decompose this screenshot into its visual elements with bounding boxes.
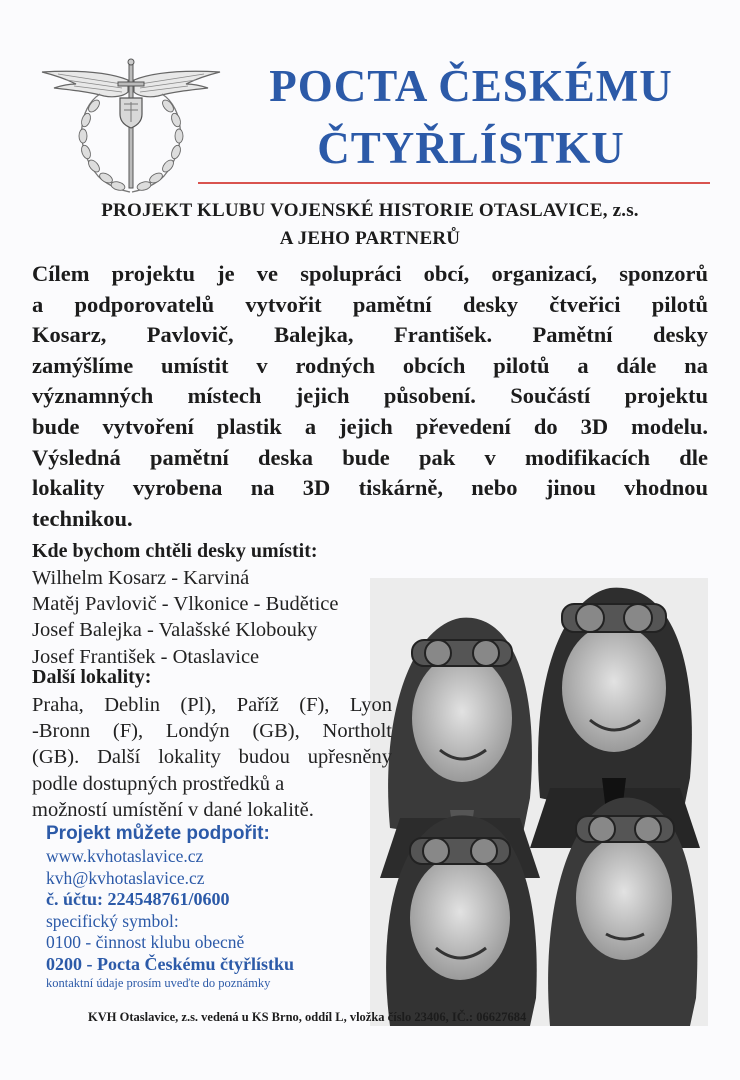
intro-line: zamýšlíme umístit v rodných obcích pilotů a dále na — [32, 352, 708, 378]
other-line: -Bronn (F), Londýn (GB), Northolt — [32, 720, 392, 743]
subtitle-line2: A JEHO PARTNERŮ — [279, 228, 461, 249]
pilots-photo — [370, 578, 708, 1026]
other-locations-heading: Další lokality: — [32, 666, 152, 688]
pilots-list — [32, 565, 338, 670]
symbol-label: specifický symbol: — [46, 910, 179, 931]
footer-registration: KVH Otaslavice, z.s. vedená u KS Brno, oddíl L, vložka číslo 23406, IČ.: 06627684 — [88, 1010, 527, 1024]
list-item: Matěj Pavlovič - Vlkonice - Budětice — [32, 593, 339, 616]
intro-line: a podporovatelů vytvořit pamětní desky čtveřici pilotů — [32, 291, 708, 317]
intro-line: lokality vyrobena na 3D tiskárně, nebo jinou vhodnou — [32, 475, 708, 501]
email-link[interactable]: kvh@kvhotaslavice.cz — [46, 867, 205, 888]
page-title-line2: ČTYŘLÍSTKU — [317, 123, 625, 173]
title-divider — [198, 182, 710, 184]
page-title-line1: POCTA ČESKÉMU — [269, 61, 673, 111]
intro-line: technikou. — [32, 505, 133, 531]
other-line: možností umístění v dané lokalitě. — [32, 798, 314, 821]
website-link[interactable]: www.kvhotaslavice.cz — [46, 846, 204, 866]
list-item: Wilhelm Kosarz - Karviná — [32, 567, 250, 589]
intro-line: Kosarz, Pavlovič, Balejka, František. Pamětní desky — [32, 322, 708, 348]
support-block — [46, 822, 294, 991]
intro-line: bude vytvoření plastik a jejich převedení do 3D modelu. — [32, 413, 708, 439]
symbol-project: 0200 - Pocta Českému čtyřlístku — [46, 953, 294, 974]
other-line: Praha, Deblin (Pl), Paříž (F), Lyon — [32, 694, 392, 716]
contact-note: kontaktní údaje prosím uveďte do poznámky — [46, 976, 271, 990]
other-line: podle dostupných prostředků a — [32, 772, 285, 795]
other-locations-text — [32, 692, 392, 823]
symbol-general: 0100 - činnost klubu obecně — [46, 932, 245, 952]
intro-paragraph — [32, 259, 708, 534]
locations-heading: Kde bychom chtěli desky umístit: — [32, 540, 318, 562]
intro-line: Cílem projektu je ve spolupráci obcí, organizací, sponzorů — [32, 261, 708, 286]
subtitle-line1: PROJEKT KLUBU VOJENSKÉ HISTORIE OTASLAVICE, z.s. — [101, 200, 639, 221]
bank-account: č. účtu: 224548761/0600 — [46, 889, 230, 909]
other-line: (GB). Další lokality budou upřesněny — [32, 746, 392, 769]
intro-line: významných místech jejich působení. Součástí projektu — [32, 383, 708, 409]
support-heading: Projekt můžete podpořit: — [46, 823, 270, 844]
list-item: Josef František - Otaslavice — [32, 645, 260, 668]
winged-sword-wreath-emblem-icon — [38, 58, 224, 198]
list-item: Josef Balejka - Valašské Klobouky — [32, 619, 318, 642]
intro-line: Výsledná pamětní deska bude pak v modifikacích dle — [32, 444, 708, 470]
